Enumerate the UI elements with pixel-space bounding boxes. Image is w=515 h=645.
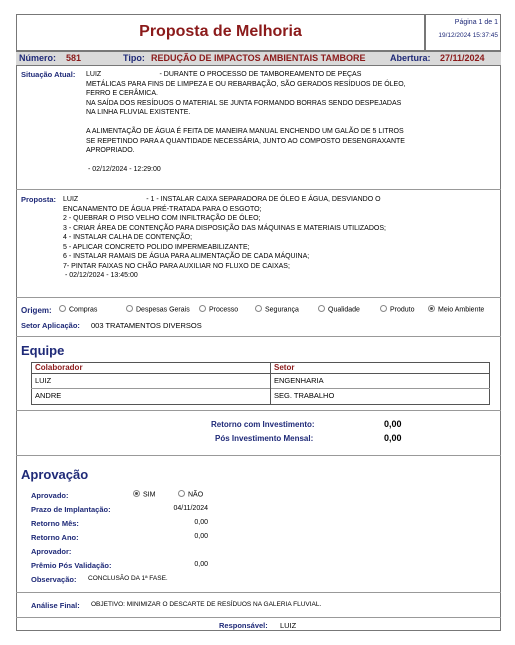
abertura-label: Abertura:	[390, 53, 431, 63]
print-timestamp: 19/12/2024 15:37:45	[438, 32, 498, 39]
table-row-colaborador: ANDRE	[35, 391, 62, 400]
equipe-table-header-rule	[31, 373, 490, 374]
origem-option-label: Segurança	[265, 306, 299, 314]
divider	[16, 592, 501, 593]
table-row-setor: SEG. TRABALHO	[274, 391, 335, 400]
aprovador-label: Aprovador:	[31, 547, 72, 556]
analise-final-label: Análise Final:	[31, 601, 80, 610]
origem-option-seguran-a[interactable]	[255, 306, 299, 313]
aprovado-sim-radio[interactable]	[133, 491, 155, 498]
observacao-label: Observação:	[31, 575, 77, 584]
divider	[16, 617, 501, 618]
premio-value: 0,00	[194, 561, 208, 568]
aprovacao-title: Aprovação	[21, 467, 89, 482]
table-row-colaborador: LUIZ	[35, 376, 52, 385]
origem-option-compras[interactable]	[59, 306, 97, 313]
origem-option-label: Compras	[69, 306, 98, 314]
retorno-ano-value: 0,00	[194, 533, 208, 540]
origem-option-label: Qualidade	[328, 306, 360, 314]
radio-unselected-icon	[318, 305, 325, 312]
origem-option-qualidade[interactable]	[318, 306, 360, 313]
radio-unselected-icon	[199, 305, 206, 312]
retorno-investimento-label: Retorno com Investimento:	[211, 420, 315, 429]
pos-investimento-value: 0,00	[384, 433, 402, 443]
premio-label: Prêmio Pós Validação:	[31, 561, 112, 570]
retorno-ano-label: Retorno Ano:	[31, 533, 79, 542]
numero-value: 581	[66, 53, 82, 63]
origem-option-despesas-gerais[interactable]	[126, 306, 190, 313]
setor-aplicacao-value: 003 TRATAMENTOS DIVERSOS	[91, 321, 202, 330]
radio-unselected-icon	[59, 305, 66, 312]
aprovado-nao-radio[interactable]	[178, 491, 203, 498]
origem-option-label: Despesas Gerais	[136, 306, 190, 314]
prazo-label: Prazo de Implantação:	[31, 505, 111, 514]
retorno-mes-value: 0,00	[194, 519, 208, 526]
equipe-table	[31, 362, 490, 405]
retorno-mes-label: Retorno Mês:	[31, 519, 79, 528]
radio-unselected-icon	[380, 305, 387, 312]
origem-option-label: Produto	[390, 306, 415, 314]
retorno-investimento-value: 0,00	[384, 419, 402, 429]
origem-option-processo[interactable]	[199, 306, 238, 313]
responsavel-value: LUIZ	[280, 621, 297, 630]
setor-aplicacao-label: Setor Aplicação:	[21, 321, 80, 330]
origem-option-produto[interactable]	[380, 306, 415, 313]
divider	[16, 410, 501, 411]
radio-selected-icon	[133, 490, 140, 497]
radio-unselected-icon	[178, 490, 185, 497]
radio-unselected-icon	[255, 305, 262, 312]
proposta-text: LUIZ - 1 - INSTALAR CAIXA SEPARADORA DE ÓLEO E ÁGUA, DESVIANDO O ENCANAMENTO DE ÁGUA PRÉ-TRATADA PARA O ESGOTO; 2 - QUEBRAR O PISO VELHO COM INFILTRAÇÃO DE ÓLEO; 3 - CRIAR ÁREA DE CONTENÇÃO PARA DISPOSIÇÃO DAS MÁQUINAS E MATERIAIS UTILIZADOS; 4 - INSTALAR CALHA DE CONTENÇÃO; 5 - APLICAR CONCRETO POLIDO IMPERMEABILIZANTE; 6 - INSTALAR RAMAIS DE ÁGUA PARA ALIMENTAÇÃO DE CADA MÁQUINA; 7- PINTAR FAIXAS NO CHÃO PARA AUXILIAR NO FLUXO DE CAIXAS; - 02/12/2024 - 13:45:00	[63, 196, 386, 279]
situacao-label: Situação Atual:	[21, 70, 76, 79]
origem-option-label: Processo	[209, 306, 239, 314]
equipe-title: Equipe	[21, 343, 65, 358]
table-row-setor: ENGENHARIA	[274, 376, 324, 385]
pos-investimento-label: Pós Investimento Mensal:	[215, 434, 314, 443]
sim-label: SIM	[143, 491, 156, 499]
divider	[16, 336, 501, 337]
origem-option-meio-ambiente[interactable]	[428, 306, 484, 313]
radio-selected-icon	[428, 305, 435, 312]
observacao-value: CONCLUSÃO DA 1ª FASE.	[88, 575, 168, 582]
responsavel-label: Responsável:	[219, 621, 268, 630]
divider	[16, 189, 501, 190]
situacao-text: LUIZ - DURANTE O PROCESSO DE TAMBOREAMENTO DE PEÇAS METÁLICAS PARA FINS DE LIMPEZA E OU REBARBAÇÃO, SÃO GERADOS RESÍDUOS DE ÓLEO, FERRO E CERÂMICA. NA SAÍDA DOS RESÍDUOS O MATERIAL SE JUNTA FORMANDO BORRAS SENDO DESPEJADAS NA LINHA FLUVIAL EXISTENTE. A ALIMENTAÇÃO DE ÁGUA É FEITA DE MANEIRA MANUAL ENCHENDO UM GALÃO DE 5 LITROS SE REPETINDO PARA A QUANTIDADE NECESSÁRIA, JUNTO AO COMPOSTO DESENGRAXANTE APROPRIADO. - 02/12/2024 - 12:29:00	[86, 71, 406, 173]
equipe-table-row-rule	[31, 388, 490, 389]
nao-label: NÃO	[188, 491, 204, 499]
numero-label: Número:	[19, 53, 57, 63]
divider	[16, 297, 501, 298]
origem-label: Origem:	[21, 306, 52, 315]
tipo-label: Tipo:	[123, 53, 145, 63]
proposta-label: Proposta:	[21, 195, 57, 204]
radio-unselected-icon	[126, 305, 133, 312]
divider	[16, 455, 501, 456]
col-header-colaborador: Colaborador	[35, 363, 83, 372]
col-header-setor: Setor	[274, 363, 295, 372]
analise-final-value: OBJETIVO: MINIMIZAR O DESCARTE DE RESÍDUOS NA GALERIA FLUVIAL.	[91, 601, 322, 608]
prazo-value: 04/11/2024	[173, 505, 208, 512]
origem-option-label: Meio Ambiente	[438, 306, 485, 314]
aprovado-label: Aprovado:	[31, 491, 69, 500]
page-title: Proposta de Melhoria	[139, 23, 302, 40]
abertura-value: 27/11/2024	[440, 53, 485, 63]
tipo-value: REDUÇÃO DE IMPACTOS AMBIENTAIS TAMBORE	[151, 53, 366, 63]
page-number: Página 1 de 1	[454, 19, 498, 26]
